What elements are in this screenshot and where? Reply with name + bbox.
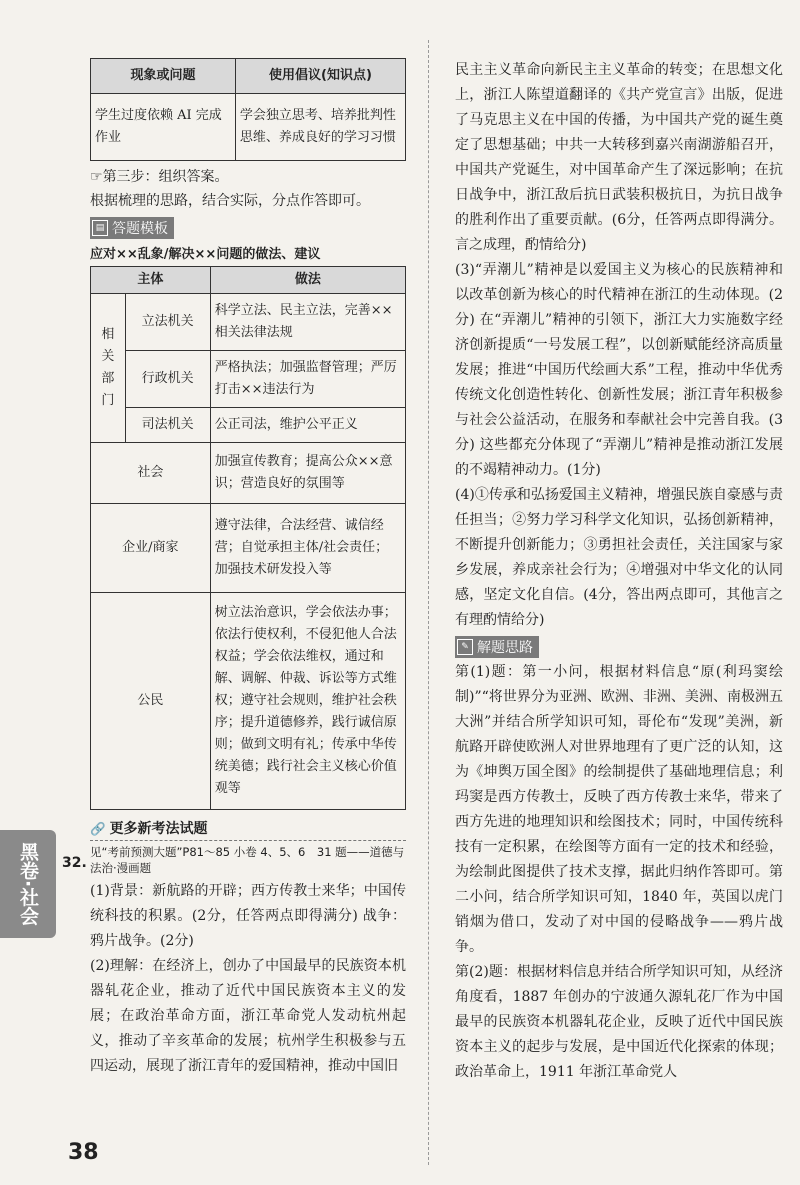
analysis-p1: 第(1)题：第一小问，根据材料信息“原(利玛窦绘制)”“将世界分为亚洲、欧洲、非洲、美洲、南极洲五大洲”并结合所学知识可知，哥伦布“发现”美洲，新航路开辟使欧洲人对世界地理有了更广泛的认知，这为《坤舆万国全图》的绘制提供了基础地理信息；利玛窦是西方传教士，反映了西方传教士来华，带来了西方先进的地理知识和绘图技术；同时，中国传统科技有一定积累，在绘图等方面有一定的技术和经验，为绘制此图提供了技术支撑，据此归纳作答即可。第二小问，结合所学知识可知，1840 年，英国以虎门销烟为借口，发动了对中国的侵略战争——鸦片战争。 — [455, 664, 783, 955]
analysis-badge-label: 解题思路 — [477, 640, 533, 656]
table-cell-phenomenon: 学生过度依赖 AI 完成作业 — [91, 94, 236, 161]
q32-part1: (1)背景：新航路的开辟；西方传教士来华；中国传统科技的积累。(2分，任答两点即得满分) 战争：鸦片战争。(2分) — [90, 883, 406, 949]
template-table — [90, 266, 406, 810]
book-icon: ▤ — [92, 220, 108, 236]
subject-administrative: 行政机关 — [125, 351, 210, 408]
subject-judicial: 司法机关 — [125, 408, 210, 443]
table-header-phenomenon: 现象或问题 — [91, 59, 236, 94]
template-badge — [90, 217, 174, 239]
method-judicial: 公正司法，维护公平正义 — [210, 408, 405, 443]
analysis-badge — [455, 636, 539, 658]
answer-p2: (3)“弄潮儿”精神是以爱国主义为核心的民族精神和以改革创新为核心的时代精神在浙江的生动体现。(2分) 在“弄潮儿”精神的引领下，浙江大力实施数字经济创新提质“一号发展工程”，以创新赋能经济高质量发展；推进“中国历代绘画大系”工程，推动中华优秀传统文化创造性转化、创新性发展；浙江青年积极参与社会公益活动，在服务和奉献社会中完善自我。(3分) 这些都充分体现了“弄潮儿”精神是推动浙江发展的不竭精神动力。(1分) — [455, 262, 783, 478]
subject-society: 社会 — [91, 443, 211, 504]
link-icon: 🔗 — [90, 821, 106, 836]
method-administrative: 严格执法；加强监督管理；严厉打击××违法行为 — [210, 351, 405, 408]
step-label: 第三步： — [102, 169, 159, 185]
page-number: 38 — [68, 1140, 99, 1165]
method-business: 遵守法律，合法经营、诚信经营；自觉承担主体/社会责任；加强技术研发投入等 — [210, 504, 405, 593]
method-society: 加强宣传教育；提高公众××意识；营造良好的氛围等 — [210, 443, 405, 504]
side-tab: 黑卷·社会 — [0, 830, 56, 938]
subject-business: 企业/商家 — [91, 504, 211, 593]
more-questions-ref: 见“考前预测大题”P81～85 小卷 4、5、6 31 题——道德与法治·漫画题 — [90, 845, 405, 875]
edit-icon: ✎ — [457, 639, 473, 655]
header-subject: 主体 — [91, 267, 211, 294]
more-title: 更多新考法试题 — [109, 821, 208, 837]
table-cell-knowledge: 学会独立思考、培养批判性思维、养成良好的学习习惯 — [235, 94, 405, 161]
right-column — [455, 58, 783, 1085]
subject-legislative: 立法机关 — [125, 294, 210, 351]
table-header-knowledge: 使用倡议(知识点) — [235, 59, 405, 94]
more-questions-line — [90, 818, 406, 841]
step-handwritten: 组织答案。 — [158, 169, 229, 185]
q32-part2: (2)理解：在经济上，创办了中国最早的民族资本机器轧花企业，推动了近代中国民族资本主义的发展；在政治革命方面，浙江革命党人发动杭州起义，推动了辛亥革命的发展；杭州学生积极参与五四运动，展现了浙江青年的爱国精神，推动中国旧 — [90, 958, 406, 1074]
phenomenon-table — [90, 58, 406, 161]
method-citizen: 树立法治意识，学会依法办事；依法行使权利，不侵犯他人合法权益；学会依法维权，通过和解、调解、仲裁、诉讼等方式维权；遵守社会规则，维护社会秩序；提升道德修养，践行诚信原则；做到文明有礼；传承中华传统美德；践行社会主义核心价值观等 — [210, 593, 405, 810]
method-legislative: 科学立法、民主立法，完善××相关法律法规 — [210, 294, 405, 351]
template-badge-label: 答题模板 — [112, 221, 168, 237]
step-three — [90, 165, 406, 189]
analysis-p2: 第(2)题：根据材料信息并结合所学知识可知，从经济角度看，1887 年创办的宁波通久源轧花厂作为中国最早的民族资本机器轧花企业，反映了近代中国民族资本主义的起步与发展，是中国近代化探索的体现；政治革命上，1911 年浙江革命党人 — [455, 964, 783, 1080]
subject-citizen: 公民 — [91, 593, 211, 810]
group-label: 相关部门 — [91, 294, 126, 443]
answer-p1: 民主主义革命向新民主主义革命的转变；在思想文化上，浙江人陈望道翻译的《共产党宣言》出版，促进了马克思主义在中国的传播，为中国共产党的诞生奠定了思想基础；中共一大转移到嘉兴南湖游船召开，中国共产党诞生，对中国革命产生了深远影响；在抗日战争中，浙江敌后抗日武装积极抗日，为抗日战争的胜利作出了重要贡献。(6分，任答两点即得满分。言之成理，酌情给分) — [455, 62, 783, 253]
answer-p3: (4)①传承和弘扬爱国主义精神，增强民族自豪感与责任担当；②努力学习科学文化知识，弘扬创新精神，不断提升创新能力；③勇担社会责任，关注国家与家乡发展，养成亲社会行为；④增强对中华文化的认同感，坚定文化自信。(4分，答出两点即可，其他言之有理酌情给分) — [455, 487, 783, 628]
question-number: 32. — [62, 855, 87, 871]
header-method: 做法 — [210, 267, 405, 294]
step-three-text: 根据梳理的思路，结合实际，分点作答即可。 — [90, 193, 370, 209]
template-subtitle: 应对××乱象/解决××问题的做法、建议 — [90, 247, 321, 262]
left-column — [90, 58, 406, 1079]
pointing-hand-icon: ☞ — [90, 169, 103, 185]
column-divider — [428, 40, 429, 1165]
